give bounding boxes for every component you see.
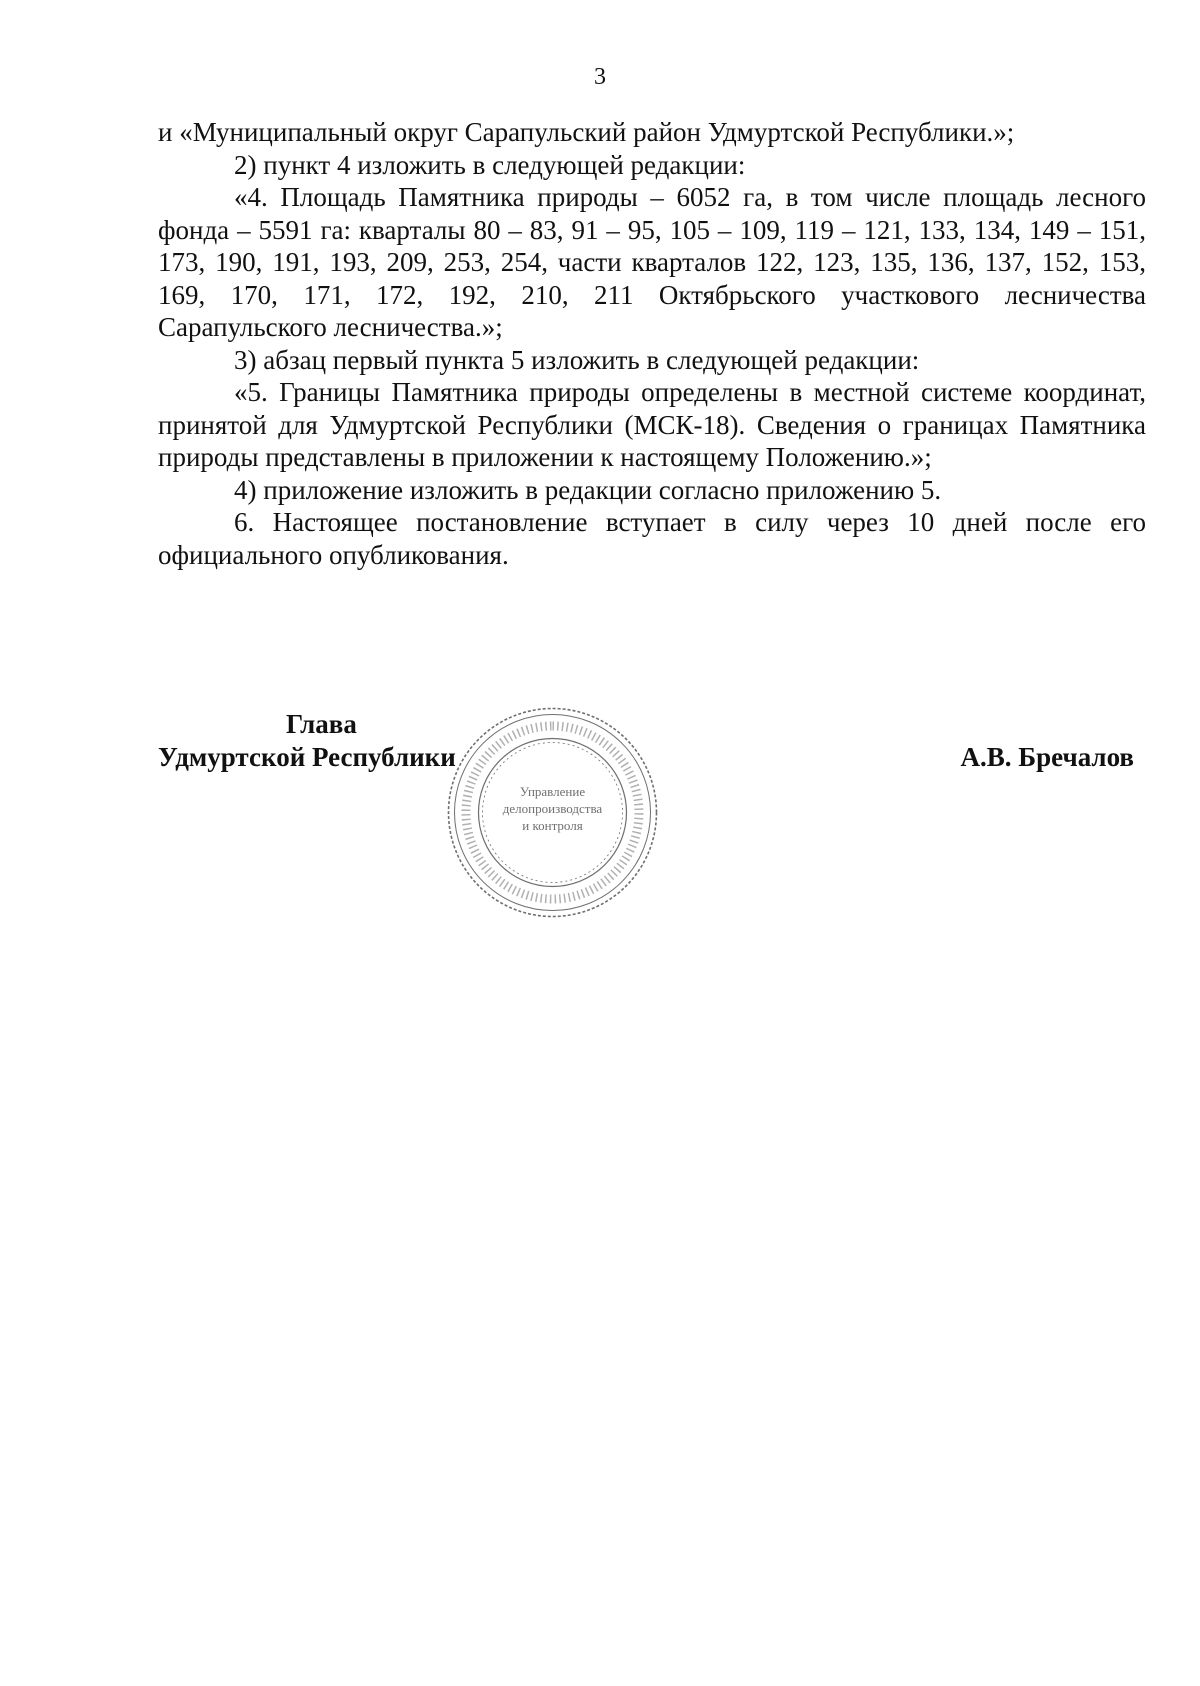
signatory-position-line2: Удмуртской Республики: [158, 742, 456, 772]
paragraph-clause-6: 6. Настоящее постановление вступает в силу через 10 дней после его официального опубликования.: [158, 507, 1146, 570]
signatory-position-line1: Глава: [286, 709, 357, 739]
seal-icon: [440, 700, 665, 925]
page-number: 3: [594, 64, 606, 90]
seal-text-line-2: делопроизводства: [502, 801, 603, 816]
paragraph-item-4-text: «4. Площадь Памятника природы – 6052 га, в том числе площадь лесного фонда – 5591 га: кварталы 80 – 83, 91 – 95, 105 – 109, 119 – 121, 133, 134, 149 – 151, 173, 190, 191, 193, 209, 253, 254, части кварталов 122, 123, 135, 136, 137, 152, 153, 169, 170, 171, 172, 192, 210, 211 Октябрьского участкового лесничества Сарапульского лесничества.»;: [158, 182, 1146, 342]
official-seal: [440, 700, 665, 925]
document-body: [158, 116, 1146, 571]
seal-text-line-1: Управление: [519, 784, 586, 799]
paragraph-item-3: 3) абзац первый пункта 5 изложить в следующей редакции:: [234, 344, 920, 375]
paragraph-item-2: 2) пункт 4 изложить в следующей редакции:: [234, 149, 746, 180]
signatory-name: А.В. Бречалов: [960, 742, 1134, 772]
paragraph-continuation: и «Муниципальный округ Сарапульский район Удмуртской Республики.»;: [158, 117, 1015, 147]
signatory-position: [158, 708, 456, 774]
paragraph-item-4: 4) приложение изложить в редакции согласно приложению 5.: [234, 474, 942, 505]
seal-text-line-3: и контроля: [522, 818, 583, 833]
paragraph-item-5-text: «5. Границы Памятника природы определены в местной системе координат, принятой для Удмуртской Республики (МСК-18). Сведения о границах Памятника природы представлены в приложении к настоящему Положению.»;: [158, 377, 1146, 472]
